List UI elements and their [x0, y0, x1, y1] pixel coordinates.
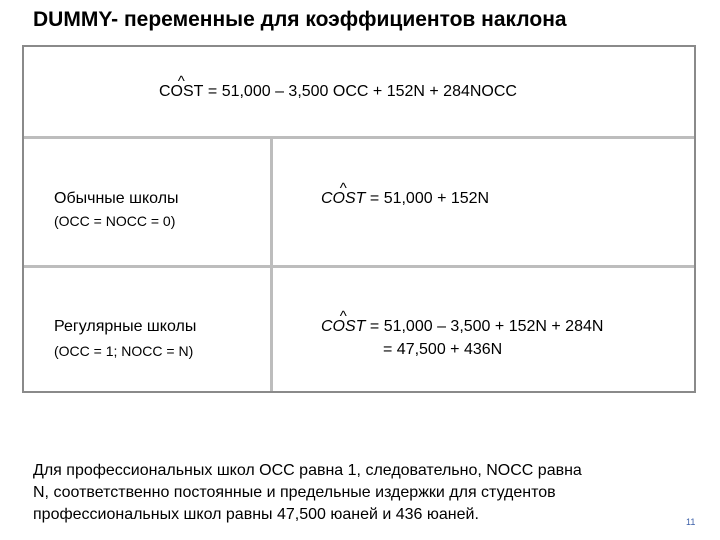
row1-cost-hat: ^ COST — [321, 190, 365, 208]
row1-condition: (OCC = NOCC = 0) — [54, 213, 176, 229]
row2-equation-line2: = 47,500 + 436N — [383, 341, 503, 358]
page-number: 11 — [686, 517, 696, 527]
conclusion-text — [33, 460, 696, 527]
equation-table — [22, 45, 696, 393]
row2-condition: (OCC = 1; NOCC = N) — [54, 343, 194, 359]
main-equation-rhs: = 51,000 – 3,500 OCC + 152N + 284NOCC — [203, 83, 517, 100]
row1-equation-rhs: = 51,000 + 152N — [365, 190, 490, 207]
row2-equation-rhs-1: = 51,000 – 3,500 + 152N + 284N — [365, 318, 604, 335]
divider-top — [24, 136, 694, 139]
conclusion-line-2: N, соответственно постоянные и предельные издержки для студентов — [33, 484, 556, 501]
row2-cost-hat: ^ COST — [321, 318, 365, 336]
row1-label: Обычные школы — [54, 190, 179, 207]
row1-equation — [321, 190, 489, 208]
conclusion-line-1: Для профессиональных школ OCC равна 1, следовательно, NOCC равна — [33, 462, 582, 479]
divider-middle — [24, 265, 694, 268]
main-equation — [159, 83, 517, 101]
row2-label: Регулярные школы — [54, 318, 197, 335]
cost-hat-symbol: ^ COST — [159, 83, 203, 101]
divider-vertical — [270, 136, 273, 391]
conclusion-line-3: профессиональных школ равны 47,500 юаней и 436 юаней. — [33, 506, 479, 523]
row2-equation — [321, 318, 603, 336]
slide-title: DUMMY- переменные для коэффициентов наклона — [33, 8, 567, 31]
